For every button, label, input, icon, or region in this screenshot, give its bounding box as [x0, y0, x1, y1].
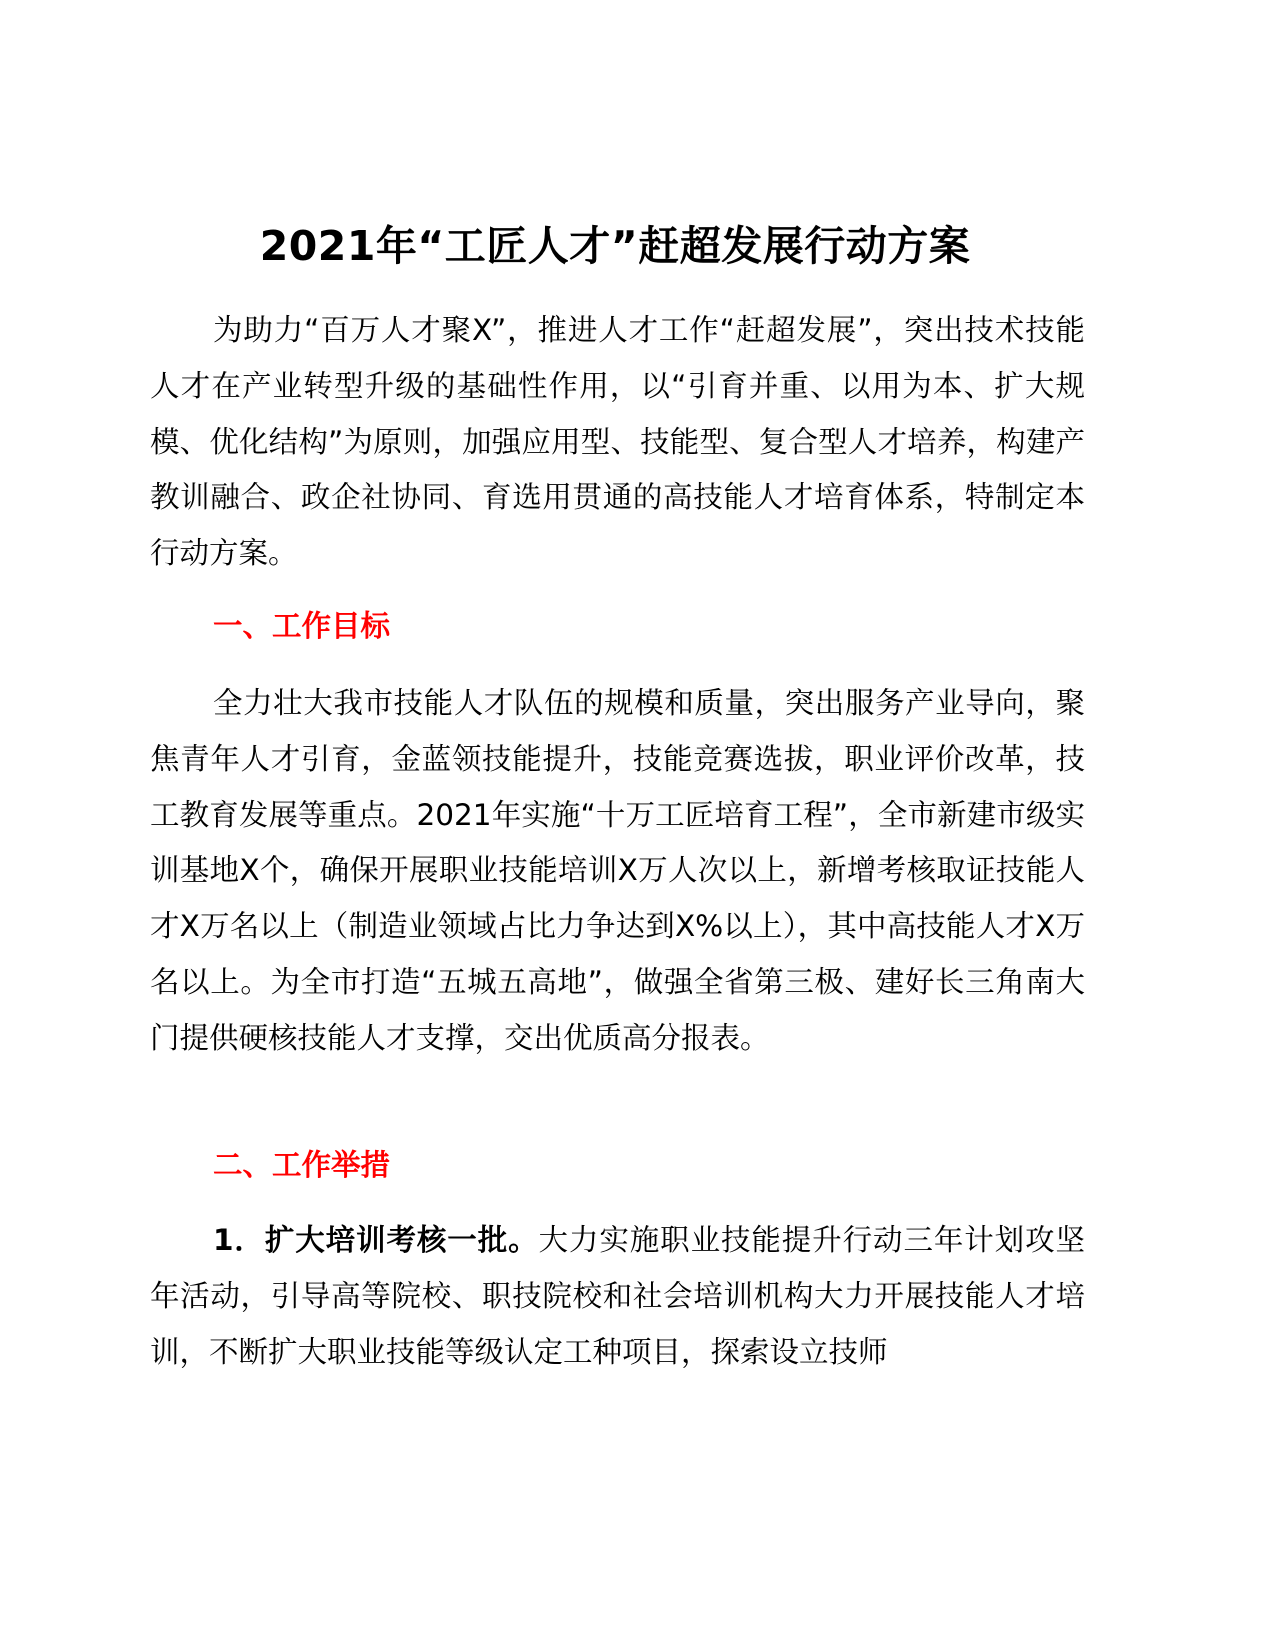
- measure-item-1-lead: 1．扩大培训考核一批。: [213, 1223, 539, 1257]
- intro-paragraph: 为助力“百万人才聚X”，推进人才工作“赶超发展”，突出技术技能人才在产业转型升级的基础性作用，以“引育并重、以用为本、扩大规模、优化结构”为原则，加强应用型、技能型、复合型人才培养，构建产教训融合、政企社协同、育选用贯通的高技能人才培育体系，特制定本行动方案。: [150, 313, 1085, 571]
- measure-item-1-body: 大力实施职业技能提升行动三年计划攻坚年活动，引导高等院校、职技院校和社会培训机构大力开展技能人才培训，不断扩大职业技能等级认定工种项目，探索设立技师: [150, 1223, 1085, 1369]
- document-title: 2021年“工匠人才”赶超发展行动方案: [259, 222, 971, 270]
- goals-paragraph: 全力壮大我市技能人才队伍的规模和质量，突出服务产业导向，聚焦青年人才引育，金蓝领技能提升，技能竞赛选拔，职业评价改革，技工教育发展等重点。2021年实施“十万工匠培育工程”，全市新建市级实训基地X个，确保开展职业技能培训X万人次以上，新增考核取证技能人才X万名以上（制造业领域占比力争达到X%以上），其中高技能人才X万名以上。为全市打造“五城五高地”，做强全省第三极、建好长三角南大门提供硬核技能人才支撑，交出优质高分报表。: [150, 686, 1085, 1055]
- section-heading-measures: 二、工作举措: [213, 1148, 391, 1182]
- measure-item-1: [150, 1213, 1085, 1380]
- section-heading-goals: 一、工作目标: [213, 609, 391, 643]
